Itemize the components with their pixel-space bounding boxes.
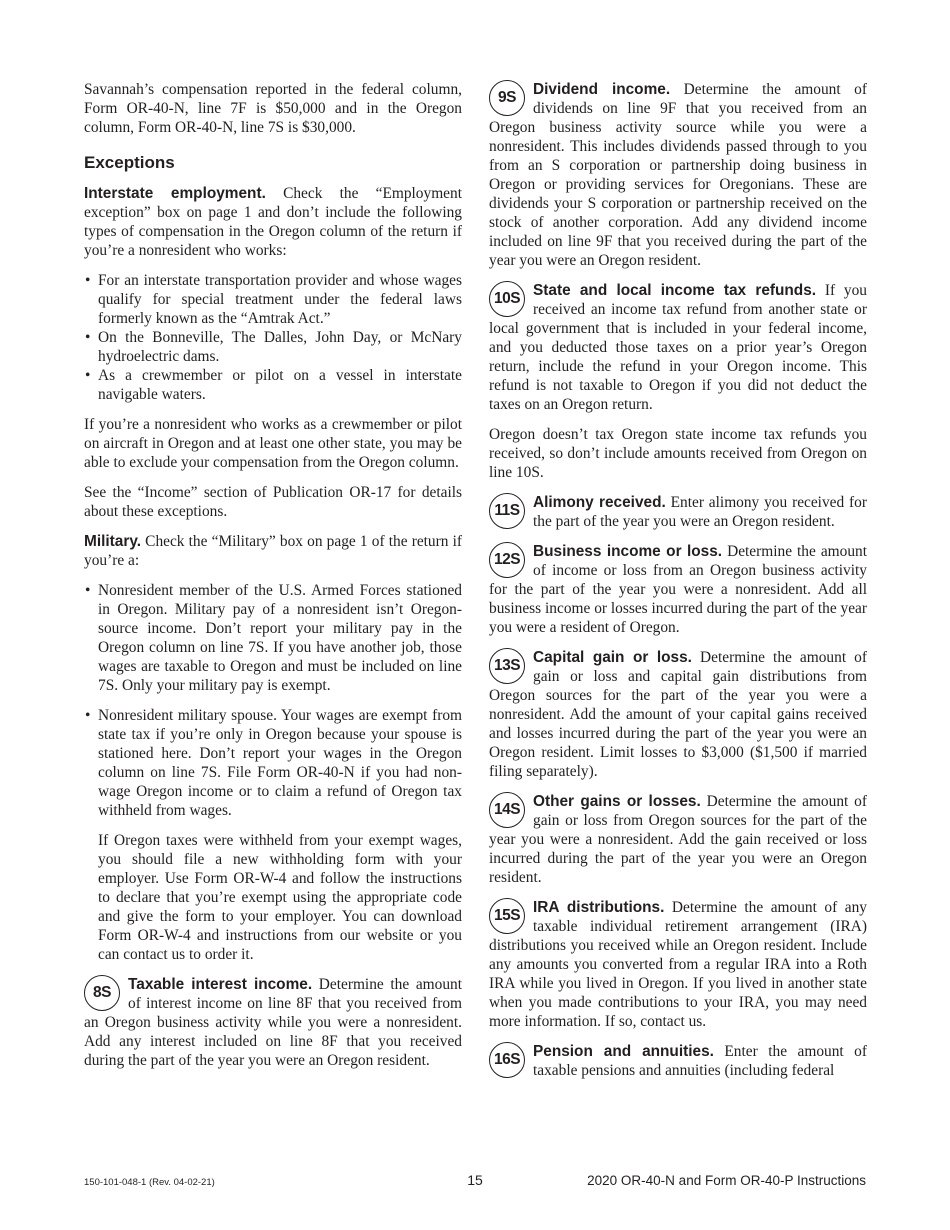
interstate-employment-paragraph xyxy=(84,184,462,260)
left-column xyxy=(84,80,462,1081)
list-item: • Nonresident military spouse. Your wages are exempt from state tax if you’re only in Oregon because your spouse is stationed here. Don’t report your wages in the Oregon column on line 7S. File Form OR-40-N if you had non-wage Oregon income or to claim a refund of Oregon tax withheld from wages. xyxy=(84,706,462,820)
line-11s-text: Enter alimony you received for the part of the year you were an Oregon resident. xyxy=(533,494,867,530)
document-title: 2020 OR-40-N and Form OR-40-P Instructions xyxy=(587,1173,866,1188)
line-9s-item xyxy=(489,80,867,270)
line-12s-text: Determine the amount of income or loss from an Oregon business activity for the part of the year you were a nonresident. Add all business income or losses incurred during the part of the year you were a resident of Oregon. xyxy=(489,543,868,636)
military-paragraph xyxy=(84,532,462,570)
line-13s-label: Capital gain or loss. xyxy=(533,649,692,666)
page-number: 15 xyxy=(467,1172,483,1188)
list-item: • On the Bonneville, The Dalles, John Day, or McNary hydroelectric dams. xyxy=(84,328,462,366)
line-16s-label: Pension and annuities. xyxy=(533,1043,714,1060)
line-11s-item xyxy=(489,493,867,531)
crewmember-paragraph: If you’re a nonresident who works as a crewmember or pilot on aircraft in Oregon and at least one other state, you may be able to exclude your compensation from the Oregon column. xyxy=(84,416,462,471)
line-8s-badge: 8S xyxy=(84,975,120,1011)
line-12s-item xyxy=(489,542,867,637)
line-8s-text: Determine the amount of interest income on line 8F that you received from an Oregon business activity while you were a nonresident. Add any interest included on line 8F that you received during the part of the year you were an Oregon resident. xyxy=(84,976,462,1069)
military-bullet-list xyxy=(84,581,462,820)
interstate-bullet-list xyxy=(84,271,462,404)
line-16s-badge: 16S xyxy=(489,1042,525,1078)
withheld-paragraph: If Oregon taxes were withheld from your exempt wages, you should file a new withholding form with your employer. Use Form OR-W-4 and follow the instructions to declare that you’re exempt using the appropriate code and give the form to your employer. You can download Form OR-W-4 and instructions from our website or you can contact us to order it. xyxy=(98,832,462,963)
line-10s-label: State and local income tax refunds. xyxy=(533,282,817,299)
line-10s-text: If you received an income tax refund from another state or local government that is included in your federal income, and you deducted those taxes on a prior year’s Oregon return, include the refund in your Oregon income. This refund is not taxable to Oregon if you did not deduct the taxes on an Oregon return. xyxy=(489,282,867,413)
line-9s-badge: 9S xyxy=(489,80,525,116)
line-14s-item xyxy=(489,792,867,887)
page-footer xyxy=(84,1172,866,1194)
form-number: 150-101-048-1 (Rev. 04-02-21) xyxy=(84,1177,215,1188)
line-9s-label: Dividend income. xyxy=(533,81,671,98)
exceptions-heading: Exceptions xyxy=(84,153,175,172)
line-9s-text: Determine the amount of dividends on line 9F that you received from an Oregon business activity source while you were a nonresident. This includes dividends passed through to you from an S corporation or partnership doing business in Oregon or providing services for Oregonians. These are dividends your S corporation or partnership received on the stock of another corporation. Add any dividend income included on line 9F that you received during the part of the year you were an Oregon resident. xyxy=(489,81,867,269)
see-income-paragraph: See the “Income” section of Publication OR-17 for details about these exceptions. xyxy=(84,484,462,520)
line-15s-item xyxy=(489,898,867,1031)
line-15s-badge: 15S xyxy=(489,898,525,934)
line-11s-label: Alimony received. xyxy=(533,494,666,511)
line-12s-label: Business income or loss. xyxy=(533,543,723,560)
line-8s-item xyxy=(84,975,462,1070)
line-10s-item xyxy=(489,281,867,414)
line-11s-badge: 11S xyxy=(489,493,525,529)
interstate-employment-text: Check the “Employment exception” box on page 1 and don’t include the following types of compensation in the Oregon column of the return if you’re a nonresident who works: xyxy=(84,185,462,259)
line-16s-text: Enter the amount of taxable pensions and annuities (including federal xyxy=(533,1043,867,1079)
list-item: • Nonresident member of the U.S. Armed Forces stationed in Oregon. Military pay of a nonresident isn’t Oregon-source income. Don’t report your military pay in the Oregon column on line 7S. If you have another job, those wages are taxable to Oregon and must be included on line 7S. Only your military pay is exempt. xyxy=(84,581,462,695)
line-12s-badge: 12S xyxy=(489,542,525,578)
line-14s-label: Other gains or losses. xyxy=(533,793,701,810)
list-item: • As a crewmember or pilot on a vessel in interstate navigable waters. xyxy=(84,366,462,404)
line-13s-item xyxy=(489,648,867,781)
line-15s-text: Determine the amount of any taxable individual retirement arrangement (IRA) distributions you received while an Oregon resident. Include any amounts you converted from a regular IRA into a Roth IRA while you lived in Oregon. If you lived in another state when you made contributions to your IRA, you may need more information. If so, contact us. xyxy=(489,899,867,1030)
line-8s-label: Taxable interest income. xyxy=(128,976,313,993)
line-10s-badge: 10S xyxy=(489,281,525,317)
refund-note-paragraph: Oregon doesn’t tax Oregon state income tax refunds you received, so don’t include amounts received from Oregon on line 10S. xyxy=(489,426,867,481)
military-text: Check the “Military” box on page 1 of the return if you’re a: xyxy=(84,533,462,569)
line-15s-label: IRA distributions. xyxy=(533,899,665,916)
intro-paragraph: Savannah’s compensation reported in the federal column, Form OR-40-N, line 7F is $50,000 and in the Oregon column, Form OR-40-N, line 7S is $30,000. xyxy=(84,81,462,136)
line-16s-item xyxy=(489,1042,867,1080)
line-13s-text: Determine the amount of gain or loss and capital gain distributions from Oregon sources for the part of the year you were a nonresident. Add the amount of your capital gains received and losses incurred during the part of the year you were an Oregon resident. Limit losses to $3,000 ($1,500 if married filing separately). xyxy=(489,649,867,780)
list-item: • For an interstate transportation provider and whose wages qualify for special treatment under the federal laws formerly known as the “Amtrak Act.” xyxy=(84,271,462,328)
line-14s-text: Determine the amount of gain or loss from Oregon sources for the part of the year you were a nonresident. Add the gain received or loss incurred during the part of the year you were an Oregon resident. xyxy=(489,793,867,886)
line-13s-badge: 13S xyxy=(489,648,525,684)
line-14s-badge: 14S xyxy=(489,792,525,828)
military-label: Military. xyxy=(84,533,142,550)
right-column xyxy=(489,80,867,1091)
interstate-employment-label: Interstate employment. xyxy=(84,185,266,202)
